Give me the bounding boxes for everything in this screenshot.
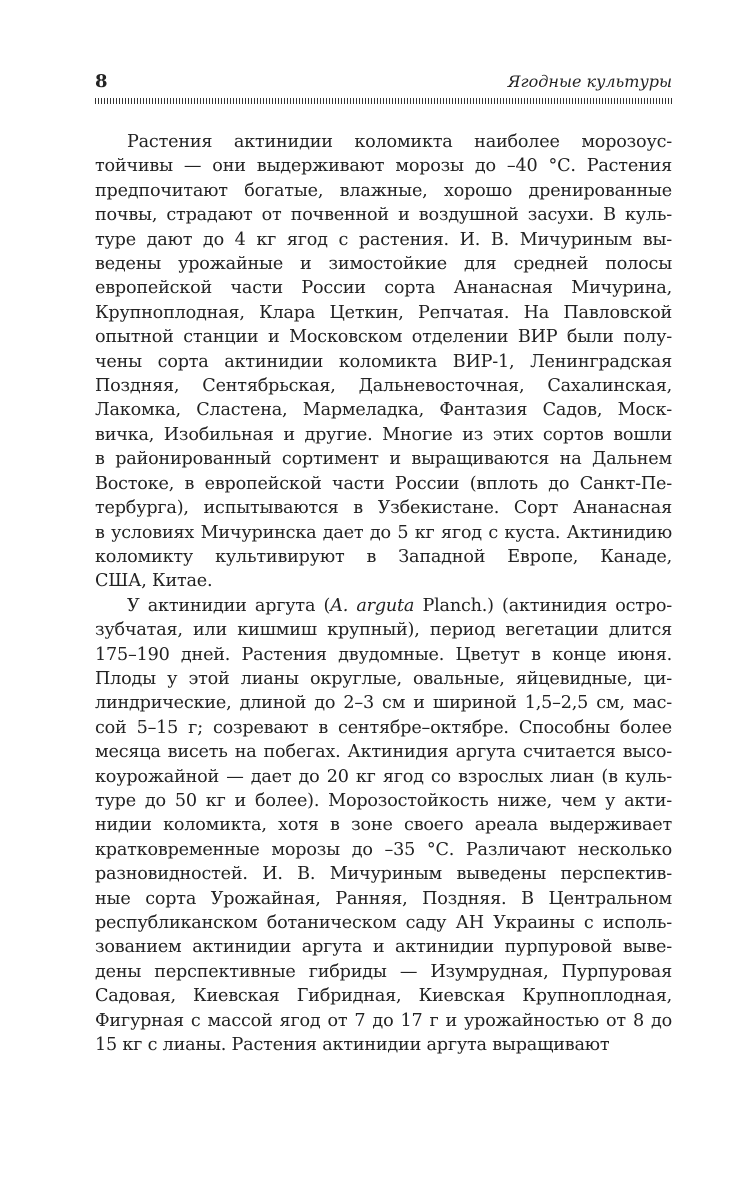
text-line: почвы, страдают от почвенной и воздушной засухи. В куль-	[95, 205, 672, 226]
text-line: ные сорта Урожайная, Ранняя, Поздняя. В Центральном	[95, 888, 672, 909]
text-line: кратковременные морозы до –35 °С. Различают несколько	[95, 839, 672, 860]
text-line: США, Китае.	[95, 571, 213, 592]
paragraph-1	[95, 130, 672, 594]
body-text	[95, 130, 672, 1057]
text-run: Planch.) (актинидия остро-	[414, 595, 672, 616]
text-line: Востоке, в европейской части России (вплоть до Санкт-Пе-	[95, 473, 672, 494]
text-line: вичка, Изобильная и другие. Многие из этих сортов вошли	[95, 424, 672, 445]
text-line: предпочитают богатые, влажные, хорошо дренированные	[95, 180, 672, 201]
paragraph-2-first-line	[95, 594, 672, 618]
latin-species-name: A. arguta	[330, 595, 415, 616]
text-line: опытной станции и Московском отделении ВИР были полу-	[95, 327, 672, 348]
text-line: тербурга), испытываются в Узбекистане. Сорт Ананасная	[95, 498, 672, 519]
text-line: месяца висеть на побегах. Актинидия аргута считается высо-	[95, 742, 672, 763]
paragraph-2	[95, 594, 672, 1058]
text-line: европейской части России сорта Ананасная Мичурина,	[95, 278, 672, 299]
text-line: Растения актинидии коломикта наиболее морозоус-	[127, 132, 672, 152]
text-line: в условиях Мичуринска дает до 5 кг ягод с куста. Актинидию	[95, 522, 672, 543]
text-line: туре до 50 кг и более). Морозостойкость ниже, чем у акти-	[95, 790, 672, 811]
text-line: Садовая, Киевская Гибридная, Киевская Крупноплодная,	[95, 986, 672, 1007]
text-line: Поздняя, Сентябрьская, Дальневосточная, Сахалинская,	[95, 376, 672, 397]
text-line: туре дают до 4 кг ягод с растения. И. В. Мичуриным вы-	[95, 229, 672, 250]
text-line: чены сорта актинидии коломикта ВИР-1, Ленинградская	[95, 351, 672, 372]
text-line: Фигурная с массой ягод от 7 до 17 г и урожайностью от 8 до	[95, 1010, 672, 1031]
text-line: ведены урожайные и зимостойкие для средней полосы	[95, 254, 672, 275]
text-line: тойчивы — они выдерживают морозы до –40 °С. Растения	[95, 156, 672, 177]
text-line: сой 5–15 г; созревают в сентябре–октябре. Способны более	[95, 717, 672, 738]
running-title: Ягодные культуры	[507, 72, 672, 91]
text-line: в районированный сортимент и выращиваются на Дальнем	[95, 449, 672, 470]
text-line: Плоды у этой лианы округлые, овальные, яйцевидные, ци-	[95, 668, 672, 689]
text-line: коломикту культивируют в Западной Европе, Канаде,	[95, 546, 672, 567]
text-run: У актинидии аргута (	[127, 595, 331, 616]
text-line: Крупноплодная, Клара Цеткин, Репчатая. На Павловской	[95, 302, 672, 323]
text-line: 175–190 дней. Растения двудомные. Цветут в конце июня.	[95, 644, 672, 665]
text-line: республиканском ботаническом саду АН Украины с исполь-	[95, 913, 672, 933]
text-line: нидии коломикта, хотя в зоне своего ареала выдерживает	[95, 815, 672, 836]
header-rule	[95, 98, 672, 104]
text-line: коурожайной — дает до 20 кг ягод со взрослых лиан (в куль-	[95, 766, 672, 787]
page-number: 8	[95, 71, 108, 92]
text-line: 15 кг с лианы. Растения актинидии аргута выращивают	[95, 1035, 610, 1056]
text-line: Лакомка, Сластена, Мармеладка, Фантазия Садов, Моск-	[95, 400, 672, 421]
text-line: разновидностей. И. В. Мичуриным выведены перспектив-	[95, 864, 672, 885]
text-line: зованием актинидии аргута и актинидии пурпуровой выве-	[95, 937, 672, 958]
text-line: зубчатая, или кишмиш крупный), период вегетации длится	[95, 620, 672, 641]
text-line: линдрические, длиной до 2–3 см и шириной 1,5–2,5 см, мас-	[95, 693, 672, 714]
text-line: дены перспективные гибриды — Изумрудная, Пурпуровая	[95, 961, 672, 982]
page-header	[95, 72, 672, 92]
